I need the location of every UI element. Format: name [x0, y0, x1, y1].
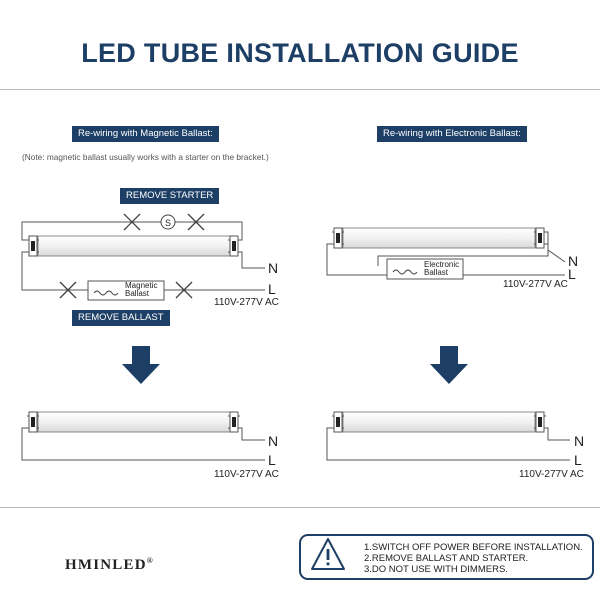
neutral-terminal: N	[568, 253, 579, 269]
electronic-ballast-label-1: Electronic	[424, 260, 460, 269]
voltage-label: 110V-277V AC	[214, 297, 279, 308]
electronic-heading: Re-wiring with Electronic Ballast:	[377, 126, 527, 142]
magnetic-ballast-label-1: Magnetic	[125, 281, 158, 290]
remove-ballast-label: REMOVE BALLAST	[72, 310, 170, 326]
left-endcap	[332, 228, 344, 248]
down-arrow-icon	[122, 346, 160, 384]
left-endcap	[27, 236, 39, 256]
neutral-terminal: N	[268, 260, 279, 276]
line-terminal: L	[574, 452, 582, 468]
tube	[38, 236, 230, 256]
right-endcap	[534, 228, 546, 248]
tube	[343, 228, 535, 248]
right-endcap	[228, 236, 240, 256]
left-endcap	[332, 412, 344, 432]
warning-line-2: 2.REMOVE BALLAST AND STARTER.	[364, 553, 529, 564]
right-endcap	[534, 412, 546, 432]
neutral-terminal: N	[574, 433, 585, 449]
left-endcap	[27, 412, 39, 432]
tube	[343, 412, 535, 432]
voltage-label: 110V-277V AC	[214, 469, 279, 480]
voltage-label: 110V-277V AC	[503, 279, 568, 290]
voltage-label: 110V-277V AC	[519, 469, 584, 480]
right-endcap	[228, 412, 240, 432]
page-title: LED TUBE INSTALLATION GUIDE	[81, 38, 519, 68]
direct-wire-diagram-right	[327, 412, 570, 460]
magnetic-ballast-label-2: Ballast	[125, 289, 150, 298]
warning-line-3: 3.DO NOT USE WITH DIMMERS.	[364, 564, 508, 575]
down-arrow-icon	[430, 346, 468, 384]
starter-symbol: S	[164, 218, 172, 228]
direct-wire-diagram-left	[22, 412, 265, 460]
magnetic-heading: Re-wiring with Magnetic Ballast:	[72, 126, 219, 142]
line-terminal: L	[268, 281, 276, 297]
line-terminal: L	[568, 266, 576, 282]
tube	[38, 412, 230, 432]
warning-box	[299, 534, 594, 580]
neutral-terminal: N	[268, 433, 279, 449]
electronic-ballast-label-2: Ballast	[424, 268, 449, 277]
remove-starter-label: REMOVE STARTER	[120, 188, 219, 204]
brand-logo: HMINLED®	[65, 556, 153, 573]
magnetic-note: (Note: magnetic ballast usually works with a starter on the bracket.)	[22, 152, 269, 162]
line-terminal: L	[268, 452, 276, 468]
warning-line-1: 1.SWITCH OFF POWER BEFORE INSTALLATION.	[364, 542, 583, 553]
